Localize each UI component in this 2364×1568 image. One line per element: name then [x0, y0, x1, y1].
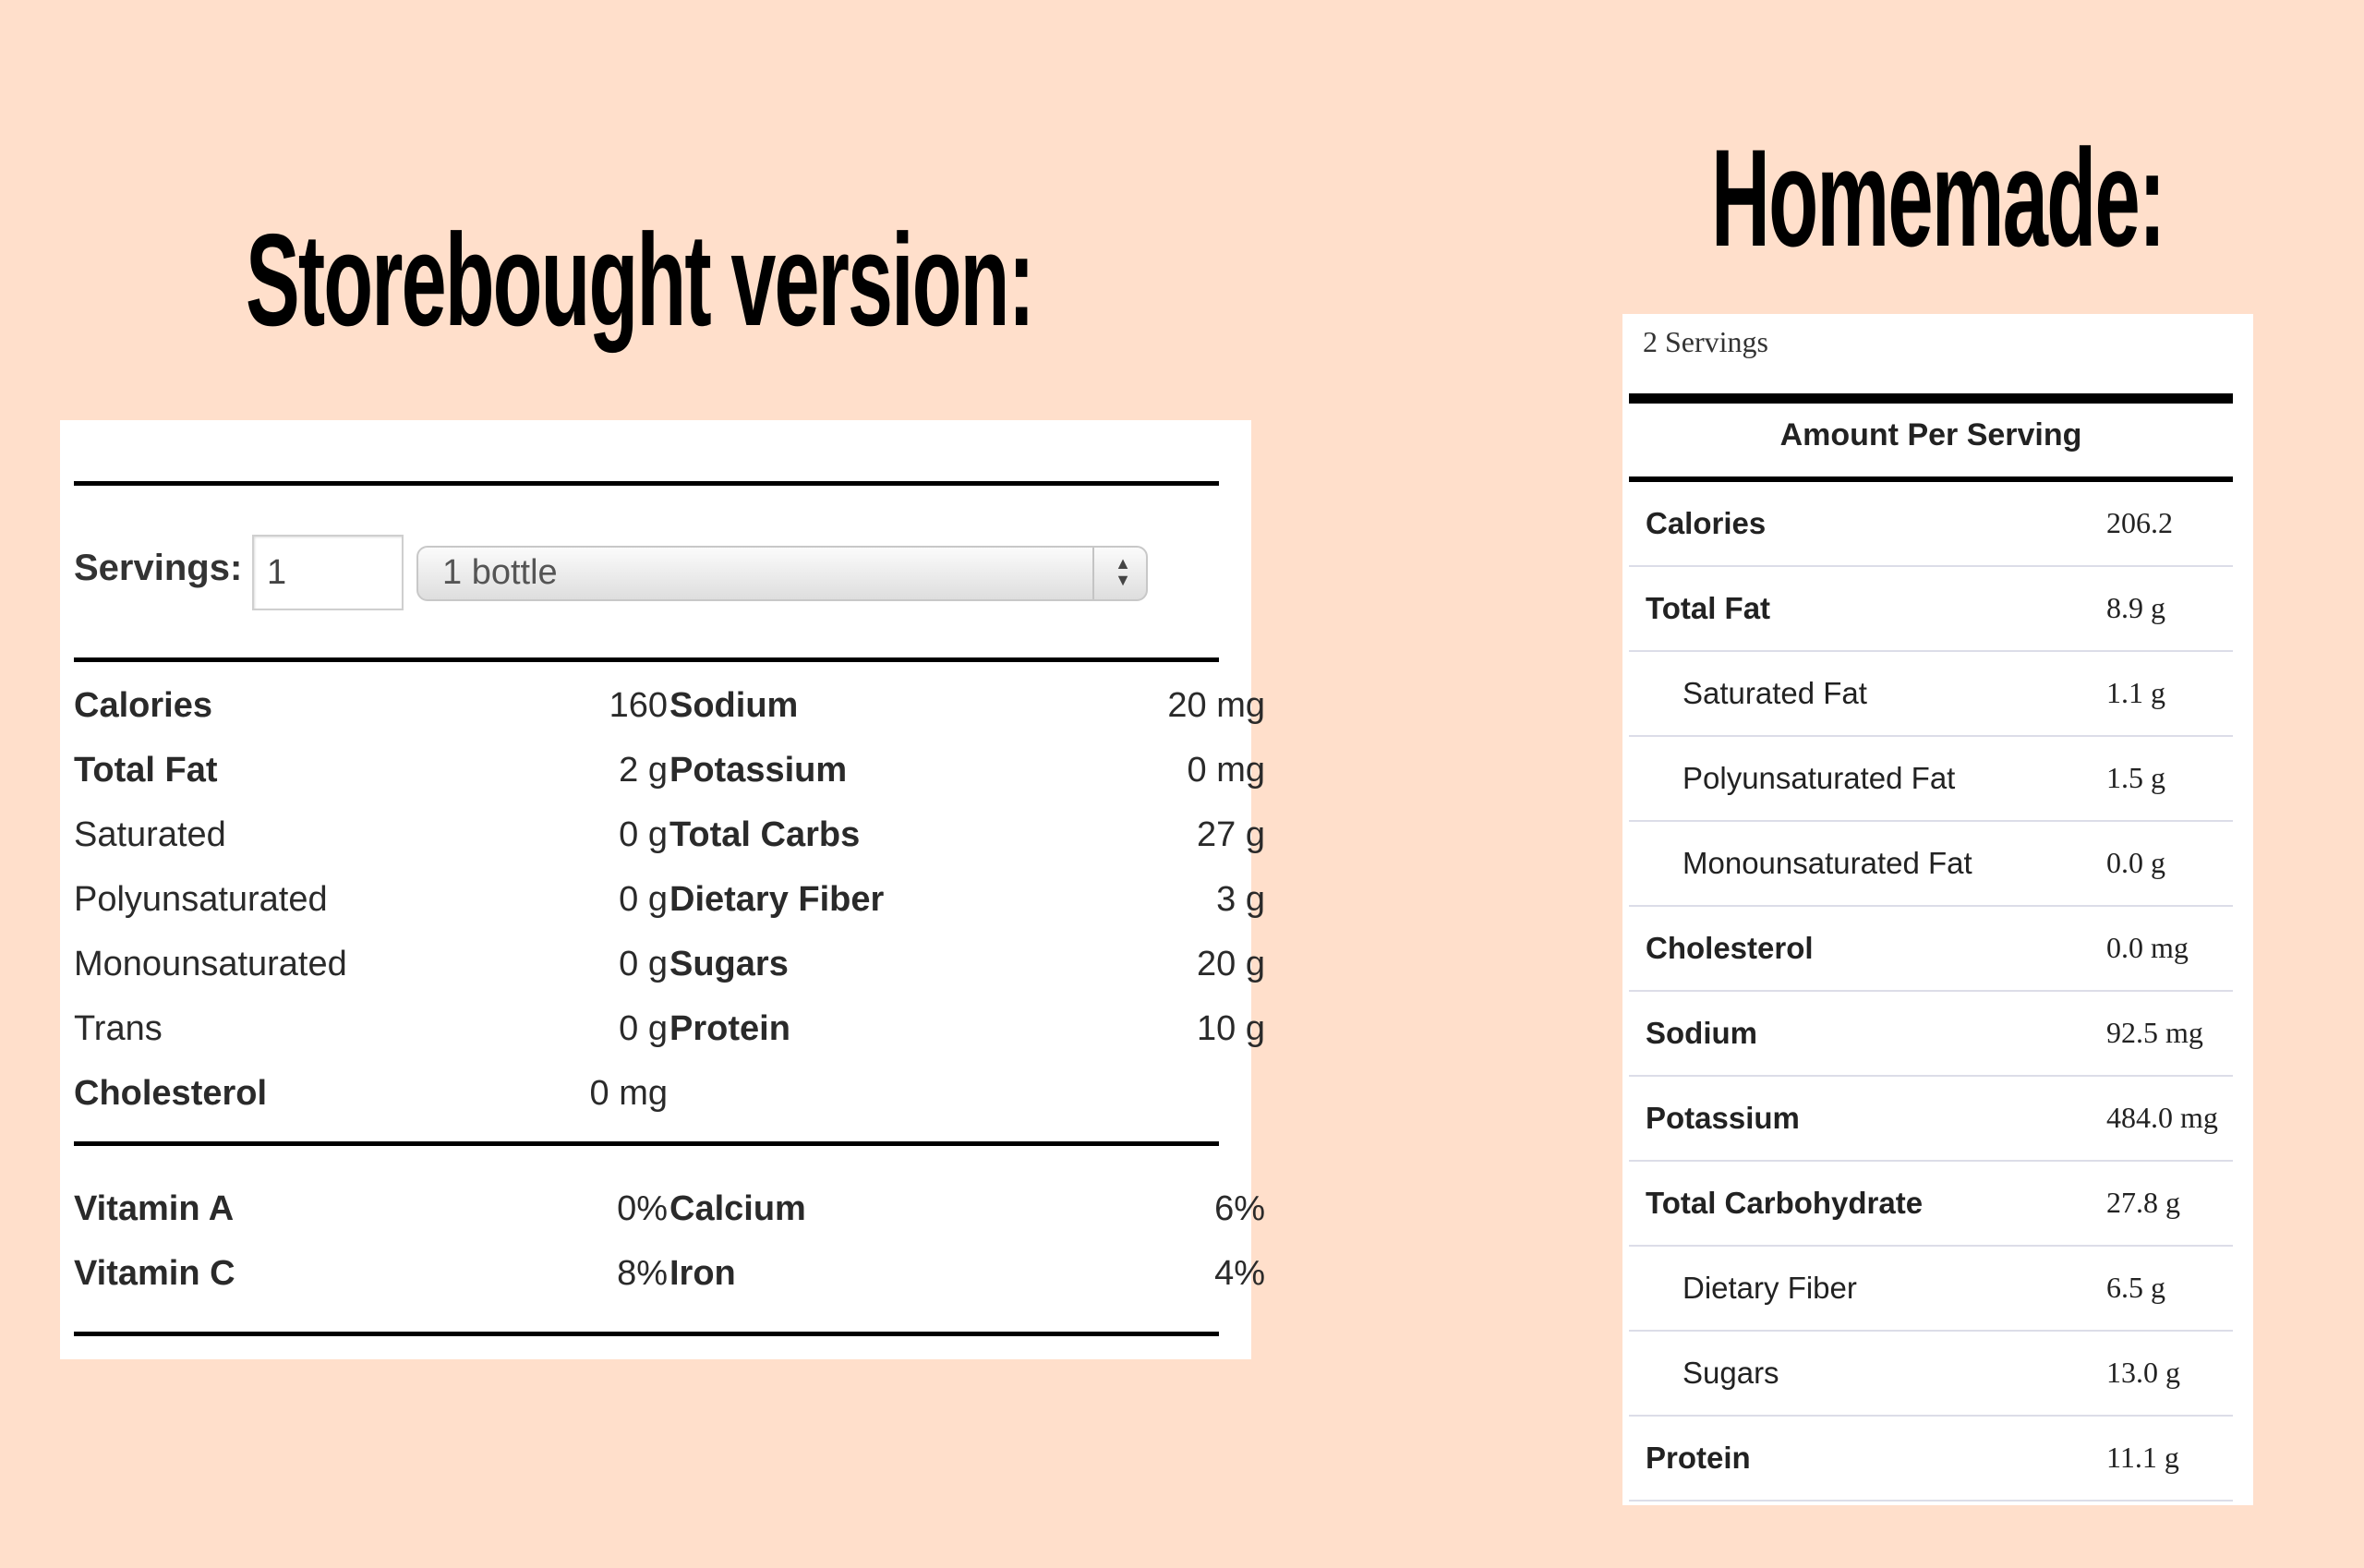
nutrient-name: Saturated Fat	[1683, 676, 1867, 710]
nutrient-value: 0%	[617, 1189, 668, 1228]
nutrient-name: Trans	[74, 1009, 163, 1048]
nutrient-value: 4%	[1214, 1254, 1265, 1293]
nutrient-name: Cholesterol	[74, 1074, 268, 1113]
nutrient-value: 8%	[617, 1254, 668, 1293]
nutrient-row-protein	[669, 1006, 1265, 1052]
nutrient-name: Sugars	[669, 945, 789, 983]
nutrient-value: 2 g	[619, 751, 668, 790]
nutrient-value: 0.0 g	[2106, 846, 2165, 879]
homemade-row-monounsaturated-fat	[1629, 822, 2233, 907]
homemade-row-calories	[1629, 482, 2233, 567]
homemade-title: Homemade:	[1711, 120, 2165, 275]
nutrient-row-sodium	[669, 682, 1265, 729]
servings-label: Servings:	[74, 548, 243, 588]
nutrient-row-vitamin-c	[74, 1250, 668, 1297]
nutrient-value: 8.9 g	[2106, 591, 2165, 624]
homemade-row-saturated-fat	[1629, 652, 2233, 737]
nutrient-value: 3 g	[1216, 880, 1265, 919]
homemade-row-dietary-fiber	[1629, 1247, 2233, 1332]
nutrient-value: 0 mg	[589, 1074, 668, 1113]
nutrient-value: 20 mg	[1167, 686, 1265, 725]
homemade-row-total-carbohydrate	[1629, 1162, 2233, 1247]
nutrient-value: 0 g	[619, 945, 668, 983]
nutrient-value: 11.1 g	[2106, 1441, 2179, 1474]
nutrient-value: 0 g	[619, 880, 668, 919]
vitamins-rule	[74, 1141, 1219, 1146]
serving-size-select[interactable]	[416, 546, 1148, 601]
nutrient-name: Total Carbs	[669, 815, 861, 854]
nutrient-name: Cholesterol	[1646, 931, 1814, 965]
nutrient-value: 92.5 mg	[2106, 1016, 2203, 1049]
nutrient-value: 0 mg	[1187, 751, 1265, 790]
nutrient-row-vitamin-a	[74, 1186, 668, 1232]
nutrient-name: Vitamin A	[74, 1189, 235, 1228]
nutrient-name: Sodium	[669, 686, 799, 725]
nutrient-name: Total Fat	[74, 751, 218, 790]
homemade-row-cholesterol	[1629, 907, 2233, 992]
homemade-row-total-fat	[1629, 567, 2233, 652]
servings-input[interactable]: 1	[252, 535, 404, 610]
nutrient-row-saturated	[74, 812, 668, 858]
nutrient-value: 27 g	[1197, 815, 1265, 854]
nutrient-name: Sodium	[1646, 1016, 1757, 1050]
nutrient-value: 20 g	[1197, 945, 1265, 983]
nutrient-row-calories	[74, 682, 668, 729]
nutrient-row-monounsaturated	[74, 941, 668, 987]
nutrient-row-total-carbs	[669, 812, 1265, 858]
homemade-row-sugars	[1629, 1332, 2233, 1417]
nutrient-value: 0 g	[619, 1009, 668, 1048]
nutrient-value: 10 g	[1197, 1009, 1265, 1048]
nutrient-value: 13.0 g	[2106, 1356, 2180, 1389]
nutrient-row-polyunsaturated	[74, 876, 668, 923]
nutrient-name: Saturated	[74, 815, 226, 854]
nutrient-value: 0 g	[619, 815, 668, 854]
nutrient-name: Total Fat	[1646, 591, 1771, 625]
nutrient-row-sugars	[669, 941, 1265, 987]
nutrient-row-cholesterol	[74, 1070, 668, 1116]
nutrient-name: Vitamin C	[74, 1254, 235, 1293]
nutrient-row-calcium	[669, 1186, 1265, 1232]
nutrient-value: 0.0 mg	[2106, 931, 2189, 964]
bottom-rule	[74, 1332, 1219, 1336]
nutrient-name: Calcium	[669, 1189, 806, 1228]
nutrient-value: 6%	[1214, 1189, 1265, 1228]
nutrient-name: Monounsaturated Fat	[1683, 846, 1972, 880]
amount-per-serving-header: Amount Per Serving	[1779, 417, 2082, 452]
select-arrows-icon: ▲ ▼	[1115, 554, 1131, 589]
storebought-title: Storebought version:	[246, 207, 1034, 354]
nutrient-name: Potassium	[669, 751, 848, 790]
nutrient-value: 27.8 g	[2106, 1186, 2180, 1219]
homemade-nutrition-panel	[1622, 314, 2253, 1505]
nutrient-name: Protein	[1646, 1441, 1751, 1475]
homemade-row-protein	[1629, 1417, 2233, 1502]
nutrient-name: Total Carbohydrate	[1646, 1186, 1924, 1220]
nutrient-name: Polyunsaturated Fat	[1683, 761, 1956, 795]
nutrient-name: Sugars	[1683, 1356, 1779, 1390]
select-divider	[1092, 548, 1094, 599]
homemade-row-potassium	[1629, 1077, 2233, 1162]
nutrient-name: Polyunsaturated	[74, 880, 328, 919]
nutrient-value: 206.2	[2106, 506, 2173, 539]
nutrient-name: Potassium	[1646, 1101, 1800, 1135]
nutrient-row-dietary-fiber	[669, 876, 1265, 923]
nutrient-name: Calories	[74, 686, 212, 725]
nutrient-row-potassium	[669, 747, 1265, 793]
nutrient-name: Dietary Fiber	[669, 880, 885, 919]
nutrient-value: 160	[609, 686, 668, 725]
nutrient-row-total-fat	[74, 747, 668, 793]
nutrient-value: 1.5 g	[2106, 761, 2165, 794]
nutrient-row-iron	[669, 1250, 1265, 1297]
homemade-row-sodium	[1629, 992, 2233, 1077]
servings-rule	[74, 657, 1219, 662]
nutrient-name: Dietary Fiber	[1683, 1271, 1857, 1305]
nutrient-name: Protein	[669, 1009, 790, 1048]
nutrient-name: Monounsaturated	[74, 945, 347, 983]
header-rule-top	[1629, 393, 2233, 404]
top-rule	[74, 481, 1219, 486]
homemade-servings: 2 Servings	[1643, 325, 1768, 358]
nutrient-value: 6.5 g	[2106, 1271, 2165, 1304]
storebought-nutrition-panel	[60, 420, 1265, 1359]
nutrient-value: 1.1 g	[2106, 676, 2165, 709]
nutrient-value: 484.0 mg	[2106, 1101, 2218, 1134]
nutrient-name: Calories	[1646, 506, 1767, 540]
homemade-row-polyunsaturated-fat	[1629, 737, 2233, 822]
serving-size-value: 1 bottle	[442, 553, 558, 592]
nutrient-name: Iron	[669, 1254, 736, 1293]
nutrient-row-trans	[74, 1006, 668, 1052]
